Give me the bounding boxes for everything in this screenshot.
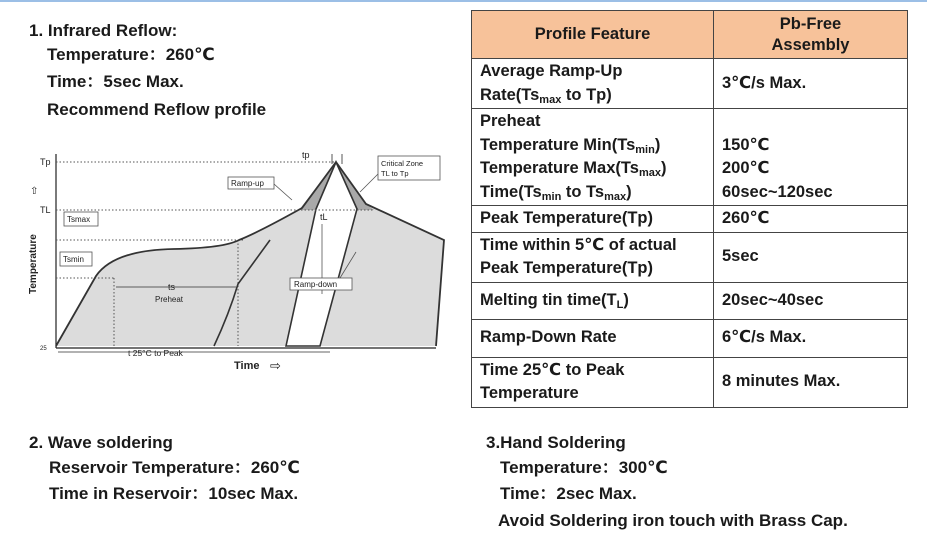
preheat-max-value: 200℃	[722, 159, 770, 177]
preheat-max-sub: max	[638, 167, 661, 179]
row-time25-label	[472, 357, 714, 407]
time25-label-line1: Time 25℃ to Peak	[480, 360, 625, 379]
table-row	[472, 109, 908, 206]
row-within-label	[472, 232, 714, 282]
row-ramp-up-value: 3℃/s Max.	[714, 59, 908, 109]
ts-label: ts	[168, 282, 176, 292]
preheat-time-a: Time(Ts	[480, 182, 542, 201]
row-ramp-up-label	[472, 59, 714, 109]
within-label-line2: Peak Temperature(Tp)	[480, 259, 653, 277]
profile-shaded-area	[56, 162, 444, 346]
hand-time: Time：2sec Max.	[500, 484, 637, 503]
tp-duration-label: tp	[302, 150, 310, 160]
table-row	[472, 232, 908, 282]
critical-zone-label: Critical Zone	[381, 159, 424, 168]
ramp-up-label-line1: Average Ramp-Up	[480, 62, 623, 80]
header-pbfree-line2: Assembly	[771, 35, 850, 54]
table-header-row	[472, 11, 908, 59]
wave-temperature: Reservoir Temperature：260℃	[49, 458, 300, 477]
tl-label: TL	[40, 205, 51, 215]
preheat-min-sub: min	[635, 143, 655, 156]
critical-zone-pointer	[360, 174, 378, 192]
table-row	[472, 282, 908, 319]
header-pbfree-assembly	[714, 11, 908, 59]
preheat-time-c: )	[626, 182, 632, 201]
preheat-time-sub1: min	[541, 190, 562, 203]
preheat-time-b: to Ts	[561, 182, 605, 201]
preheat-time-value: 60sec~120sec	[722, 182, 833, 201]
preheat-title: Preheat	[480, 112, 541, 130]
row-ramp-down-value: 6℃/s Max.	[714, 319, 908, 357]
reflow-time: Time：5sec Max.	[47, 72, 184, 91]
preheat-min-b: )	[654, 135, 661, 154]
ramp-up-label: Ramp-up	[231, 179, 264, 188]
ramp-up-label-a: Rate(Ts	[480, 85, 540, 104]
row-peak-value: 260℃	[714, 206, 908, 233]
table-row	[472, 357, 908, 407]
preheat-max-b: )	[660, 159, 667, 177]
header-profile-feature: Profile Feature	[472, 11, 714, 59]
row-time25-value: 8 minutes Max.	[714, 357, 908, 407]
reflow-recommend-label: Recommend Reflow profile	[47, 100, 267, 119]
melting-label-sub: L	[616, 298, 624, 311]
preheat-min-value: 150℃	[722, 135, 770, 154]
row-preheat-label	[472, 109, 714, 206]
within-label-line1: Time within 5℃ of actual	[480, 235, 677, 254]
x-axis-title: Time	[234, 360, 260, 372]
y-axis-title: Temperature	[28, 234, 39, 294]
preheat-max-a: Temperature Max(Ts	[480, 159, 639, 177]
row-peak-label: Peak Temperature(Tp)	[472, 206, 714, 233]
ramp-up-label-b: to Tp)	[561, 85, 612, 104]
preheat-label: Preheat	[155, 295, 184, 304]
preheat-time-sub2: max	[604, 190, 627, 203]
row-preheat-values	[714, 109, 908, 206]
tsmax-label: Tsmax	[67, 215, 91, 224]
table-row	[472, 59, 908, 109]
ramp-up-label-sub: max	[539, 93, 562, 106]
hand-heading: 3.Hand Soldering	[486, 433, 626, 452]
row-ramp-down-label: Ramp-Down Rate	[472, 319, 714, 357]
reflow-profile-diagram	[24, 144, 454, 380]
melting-label-b: )	[623, 290, 629, 309]
tl-duration-label: tL	[320, 212, 328, 222]
y-axis-arrow-icon: ⇧	[30, 186, 39, 197]
table-row	[472, 319, 908, 357]
time25-label-line2: Temperature	[480, 384, 579, 402]
x-axis-arrow-icon: ⇨	[270, 358, 281, 373]
reflow-spec-table	[471, 10, 908, 408]
header-pbfree-line1: Pb-Free	[779, 14, 842, 33]
row-melting-label	[472, 282, 714, 319]
ramp-up-pointer	[274, 184, 292, 200]
critical-zone-range: TL to Tp	[381, 169, 409, 178]
y-origin-label: 25	[40, 346, 47, 352]
tsmin-label: Tsmin	[63, 255, 84, 264]
tp-label: Tp	[40, 157, 51, 167]
wave-heading: 2. Wave soldering	[29, 433, 173, 452]
ramp-down-label: Ramp-down	[294, 280, 338, 289]
preheat-min-a: Temperature Min(Ts	[480, 135, 636, 154]
reflow-temperature: Temperature：260℃	[47, 45, 215, 64]
t25-label: t 25°C to Peak	[128, 348, 183, 358]
reflow-heading: 1. Infrared Reflow:	[29, 21, 178, 40]
top-border-line	[0, 0, 927, 2]
hand-note: Avoid Soldering iron touch with Brass Cap.	[498, 511, 848, 530]
table-row	[472, 206, 908, 233]
melting-label-a: Melting tin time(T	[480, 290, 617, 309]
wave-time: Time in Reservoir：10sec Max.	[49, 484, 299, 503]
hand-temperature: Temperature：300℃	[500, 458, 668, 477]
row-within-value: 5sec	[714, 232, 908, 282]
row-melting-value: 20sec~40sec	[714, 282, 908, 319]
